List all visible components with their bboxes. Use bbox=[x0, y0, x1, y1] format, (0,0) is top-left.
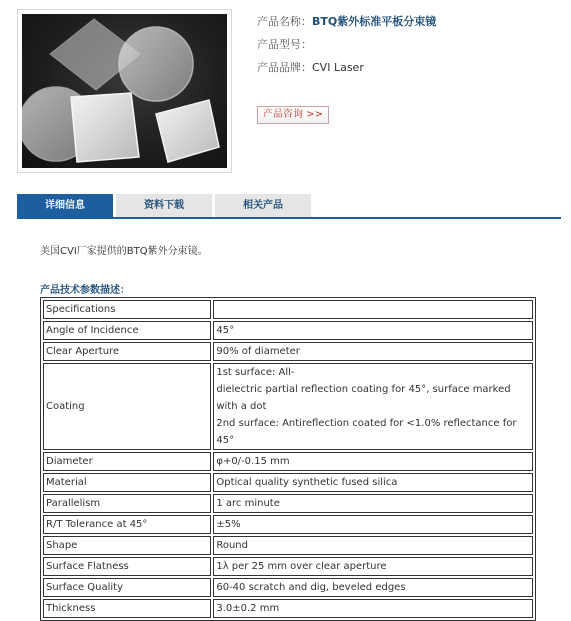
spec-value: 45° bbox=[213, 321, 533, 340]
coating-line: 1st surface: All- bbox=[216, 367, 295, 378]
table-row bbox=[43, 578, 533, 597]
coating-line: dielectric partial reflection coating for 45°, surface marked with a dot bbox=[216, 384, 511, 412]
product-name-value: BTQ紫外标准平板分束镜 bbox=[312, 15, 437, 28]
product-brand-value: CVI Laser bbox=[312, 61, 364, 74]
spec-value: φ+0/-0.15 mm bbox=[213, 452, 533, 471]
spec-table bbox=[40, 297, 536, 621]
spec-value: 1 arc minute bbox=[213, 494, 533, 513]
spec-value: 1λ per 25 mm over clear aperture bbox=[213, 557, 533, 576]
spec-value: Round bbox=[213, 536, 533, 555]
product-model-label: 产品型号： bbox=[257, 38, 312, 51]
spec-value-coating bbox=[213, 363, 533, 450]
product-brand-label: 产品品牌： bbox=[257, 61, 312, 74]
tab-details[interactable]: 详细信息 bbox=[17, 194, 113, 218]
table-row bbox=[43, 515, 533, 534]
spec-name: Shape bbox=[43, 536, 211, 555]
spec-value: 60-40 scratch and dig, beveled edges bbox=[213, 578, 533, 597]
spec-value: ±5% bbox=[213, 515, 533, 534]
table-row bbox=[43, 363, 533, 450]
spec-name: Angle of Incidence bbox=[43, 321, 211, 340]
table-row bbox=[43, 494, 533, 513]
spec-name: Coating bbox=[43, 363, 211, 450]
table-row bbox=[43, 473, 533, 492]
table-row bbox=[43, 536, 533, 555]
spec-value bbox=[213, 300, 533, 319]
table-row bbox=[43, 557, 533, 576]
product-intro: 美国CVI厂家提供的BTQ紫外分束镜。 bbox=[40, 246, 208, 257]
table-row bbox=[43, 300, 533, 319]
spec-name: Material bbox=[43, 473, 211, 492]
spec-name: R/T Tolerance at 45° bbox=[43, 515, 211, 534]
consult-button[interactable]: 产品咨询 >> bbox=[257, 106, 329, 124]
spec-name: Parallelism bbox=[43, 494, 211, 513]
product-brand-row bbox=[257, 60, 436, 83]
spec-name: Thickness bbox=[43, 599, 211, 618]
table-row bbox=[43, 342, 533, 361]
spec-name: Surface Quality bbox=[43, 578, 211, 597]
spec-value: 90% of diameter bbox=[213, 342, 533, 361]
spec-name: Surface Flatness bbox=[43, 557, 211, 576]
product-model-row bbox=[257, 37, 436, 60]
product-image bbox=[22, 14, 227, 168]
spec-name: Clear Aperture bbox=[43, 342, 211, 361]
product-info bbox=[257, 14, 436, 83]
table-row bbox=[43, 321, 533, 340]
product-name-row bbox=[257, 14, 436, 37]
table-row bbox=[43, 599, 533, 618]
table-row bbox=[43, 452, 533, 471]
spec-section-title: 产品技术参数描述： bbox=[40, 285, 130, 296]
tab-downloads[interactable]: 资料下载 bbox=[116, 194, 212, 218]
product-image-frame bbox=[17, 9, 232, 173]
product-name-label: 产品名称： bbox=[257, 15, 312, 28]
tab-related-products[interactable]: 相关产品 bbox=[215, 194, 311, 218]
spec-name: Specifications bbox=[43, 300, 211, 319]
spec-value: 3.0±0.2 mm bbox=[213, 599, 533, 618]
tab-underline bbox=[17, 217, 561, 219]
spec-name: Diameter bbox=[43, 452, 211, 471]
optics-illustration bbox=[22, 14, 227, 168]
coating-line: 2nd surface: Antireflection coated for <1.0% reflectance for 45° bbox=[216, 418, 517, 446]
spec-value: Optical quality synthetic fused silica bbox=[213, 473, 533, 492]
